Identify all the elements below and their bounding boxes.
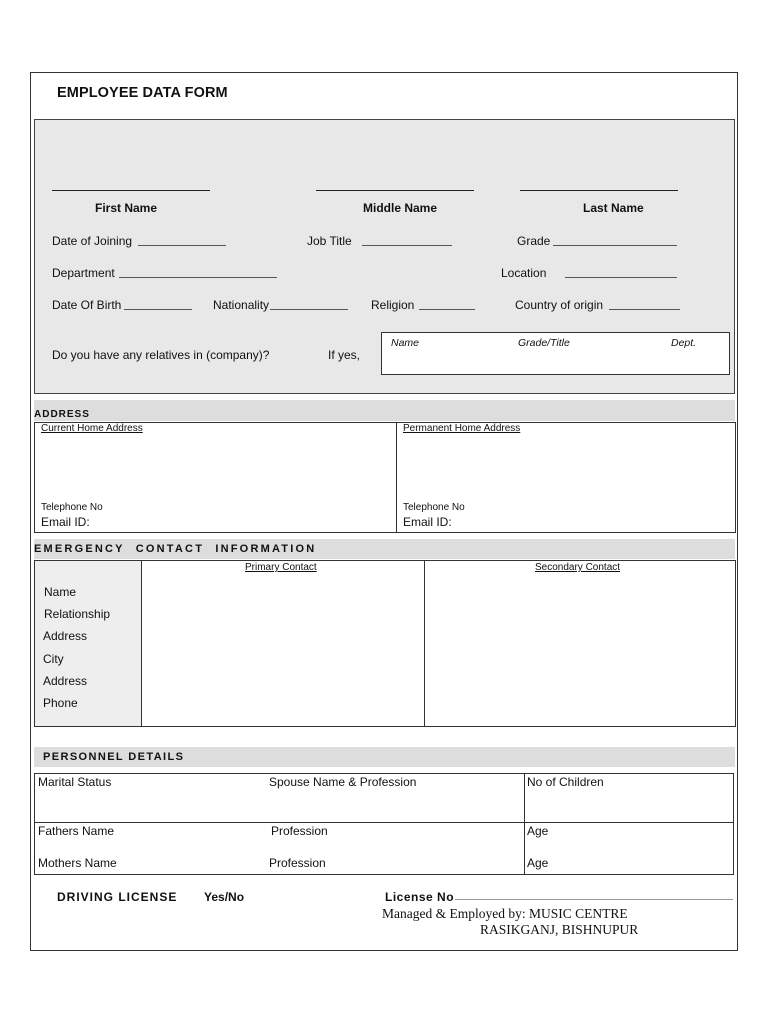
emergency-row-address: Address (43, 629, 88, 643)
permanent-email-label: Email ID: (403, 515, 452, 529)
religion-label: Religion (371, 298, 415, 312)
emergency-divider-2 (424, 561, 425, 726)
country-of-origin-line[interactable] (609, 309, 680, 310)
emergency-row-name: Name (44, 585, 77, 599)
religion-line[interactable] (419, 309, 475, 310)
emergency-row-relationship: Relationship (44, 607, 111, 621)
grade-line[interactable] (553, 245, 677, 246)
secondary-contact-label: Secondary Contact (535, 562, 621, 573)
marital-status-label: Marital Status (38, 775, 112, 789)
license-no-label: License No (385, 890, 455, 904)
date-of-joining-line[interactable] (138, 245, 226, 246)
license-no-line[interactable] (455, 899, 733, 900)
nationality-label: Nationality (213, 298, 270, 312)
relatives-grade-col: Grade/Title (518, 337, 570, 349)
emergency-header: EMERGENCY CONTACT INFORMATION (34, 543, 317, 555)
address-header: ADDRESS (34, 409, 90, 420)
last-name-line[interactable] (520, 190, 678, 191)
relatives-question: Do you have any relatives in (company)? (52, 348, 270, 362)
father-age-label: Age (527, 824, 549, 838)
permanent-address-label: Permanent Home Address (403, 423, 521, 434)
mother-age-label: Age (527, 856, 549, 870)
middle-name-label: Middle Name (363, 201, 438, 215)
middle-name-line[interactable] (316, 190, 474, 191)
relatives-dept-col: Dept. (671, 337, 697, 349)
driving-license-yes-no: Yes/No (204, 890, 245, 904)
last-name-label: Last Name (583, 201, 644, 215)
address-header-bar (34, 400, 735, 421)
primary-contact-label: Primary Contact (245, 562, 317, 573)
current-address-label: Current Home Address (41, 423, 143, 434)
job-title-line[interactable] (362, 245, 452, 246)
fathers-name-label: Fathers Name (38, 824, 115, 838)
date-of-birth-label: Date Of Birth (52, 298, 122, 312)
footer-location: RASIKGANJ, BISHNUPUR (480, 922, 639, 937)
location-label: Location (501, 266, 547, 280)
personnel-row-divider (35, 822, 733, 823)
permanent-telephone-label: Telephone No (403, 502, 465, 513)
emergency-row-phone: Phone (43, 696, 78, 710)
personnel-header: PERSONNEL DETAILS (43, 751, 185, 763)
first-name-line[interactable] (52, 190, 210, 191)
job-title-label: Job Title (307, 234, 352, 248)
father-profession-label: Profession (271, 824, 328, 838)
relatives-if-yes: If yes, (328, 348, 361, 362)
form-title: EMPLOYEE DATA FORM (57, 85, 228, 101)
personnel-col-divider (524, 774, 525, 874)
emergency-divider-1 (141, 561, 142, 726)
country-of-origin-label: Country of origin (515, 298, 604, 312)
emergency-row-city: City (43, 652, 64, 666)
relatives-name-col: Name (391, 337, 420, 349)
emergency-row-address-2: Address (43, 674, 88, 688)
department-line[interactable] (119, 277, 277, 278)
location-line[interactable] (565, 277, 677, 278)
spouse-label: Spouse Name & Profession (269, 775, 417, 789)
mother-profession-label: Profession (269, 856, 326, 870)
nationality-line[interactable] (270, 309, 348, 310)
children-label: No of Children (527, 775, 604, 789)
current-email-label: Email ID: (41, 515, 90, 529)
grade-label: Grade (517, 234, 551, 248)
footer-employer: Managed & Employed by: MUSIC CENTRE (382, 906, 628, 921)
driving-license-label: DRIVING LICENSE (57, 890, 178, 904)
address-box (34, 422, 736, 533)
mothers-name-label: Mothers Name (38, 856, 117, 870)
first-name-label: First Name (95, 201, 158, 215)
address-divider (396, 423, 397, 532)
current-telephone-label: Telephone No (41, 502, 103, 513)
department-label: Department (52, 266, 115, 280)
date-of-birth-line[interactable] (124, 309, 192, 310)
date-of-joining-label: Date of Joining (52, 234, 133, 248)
